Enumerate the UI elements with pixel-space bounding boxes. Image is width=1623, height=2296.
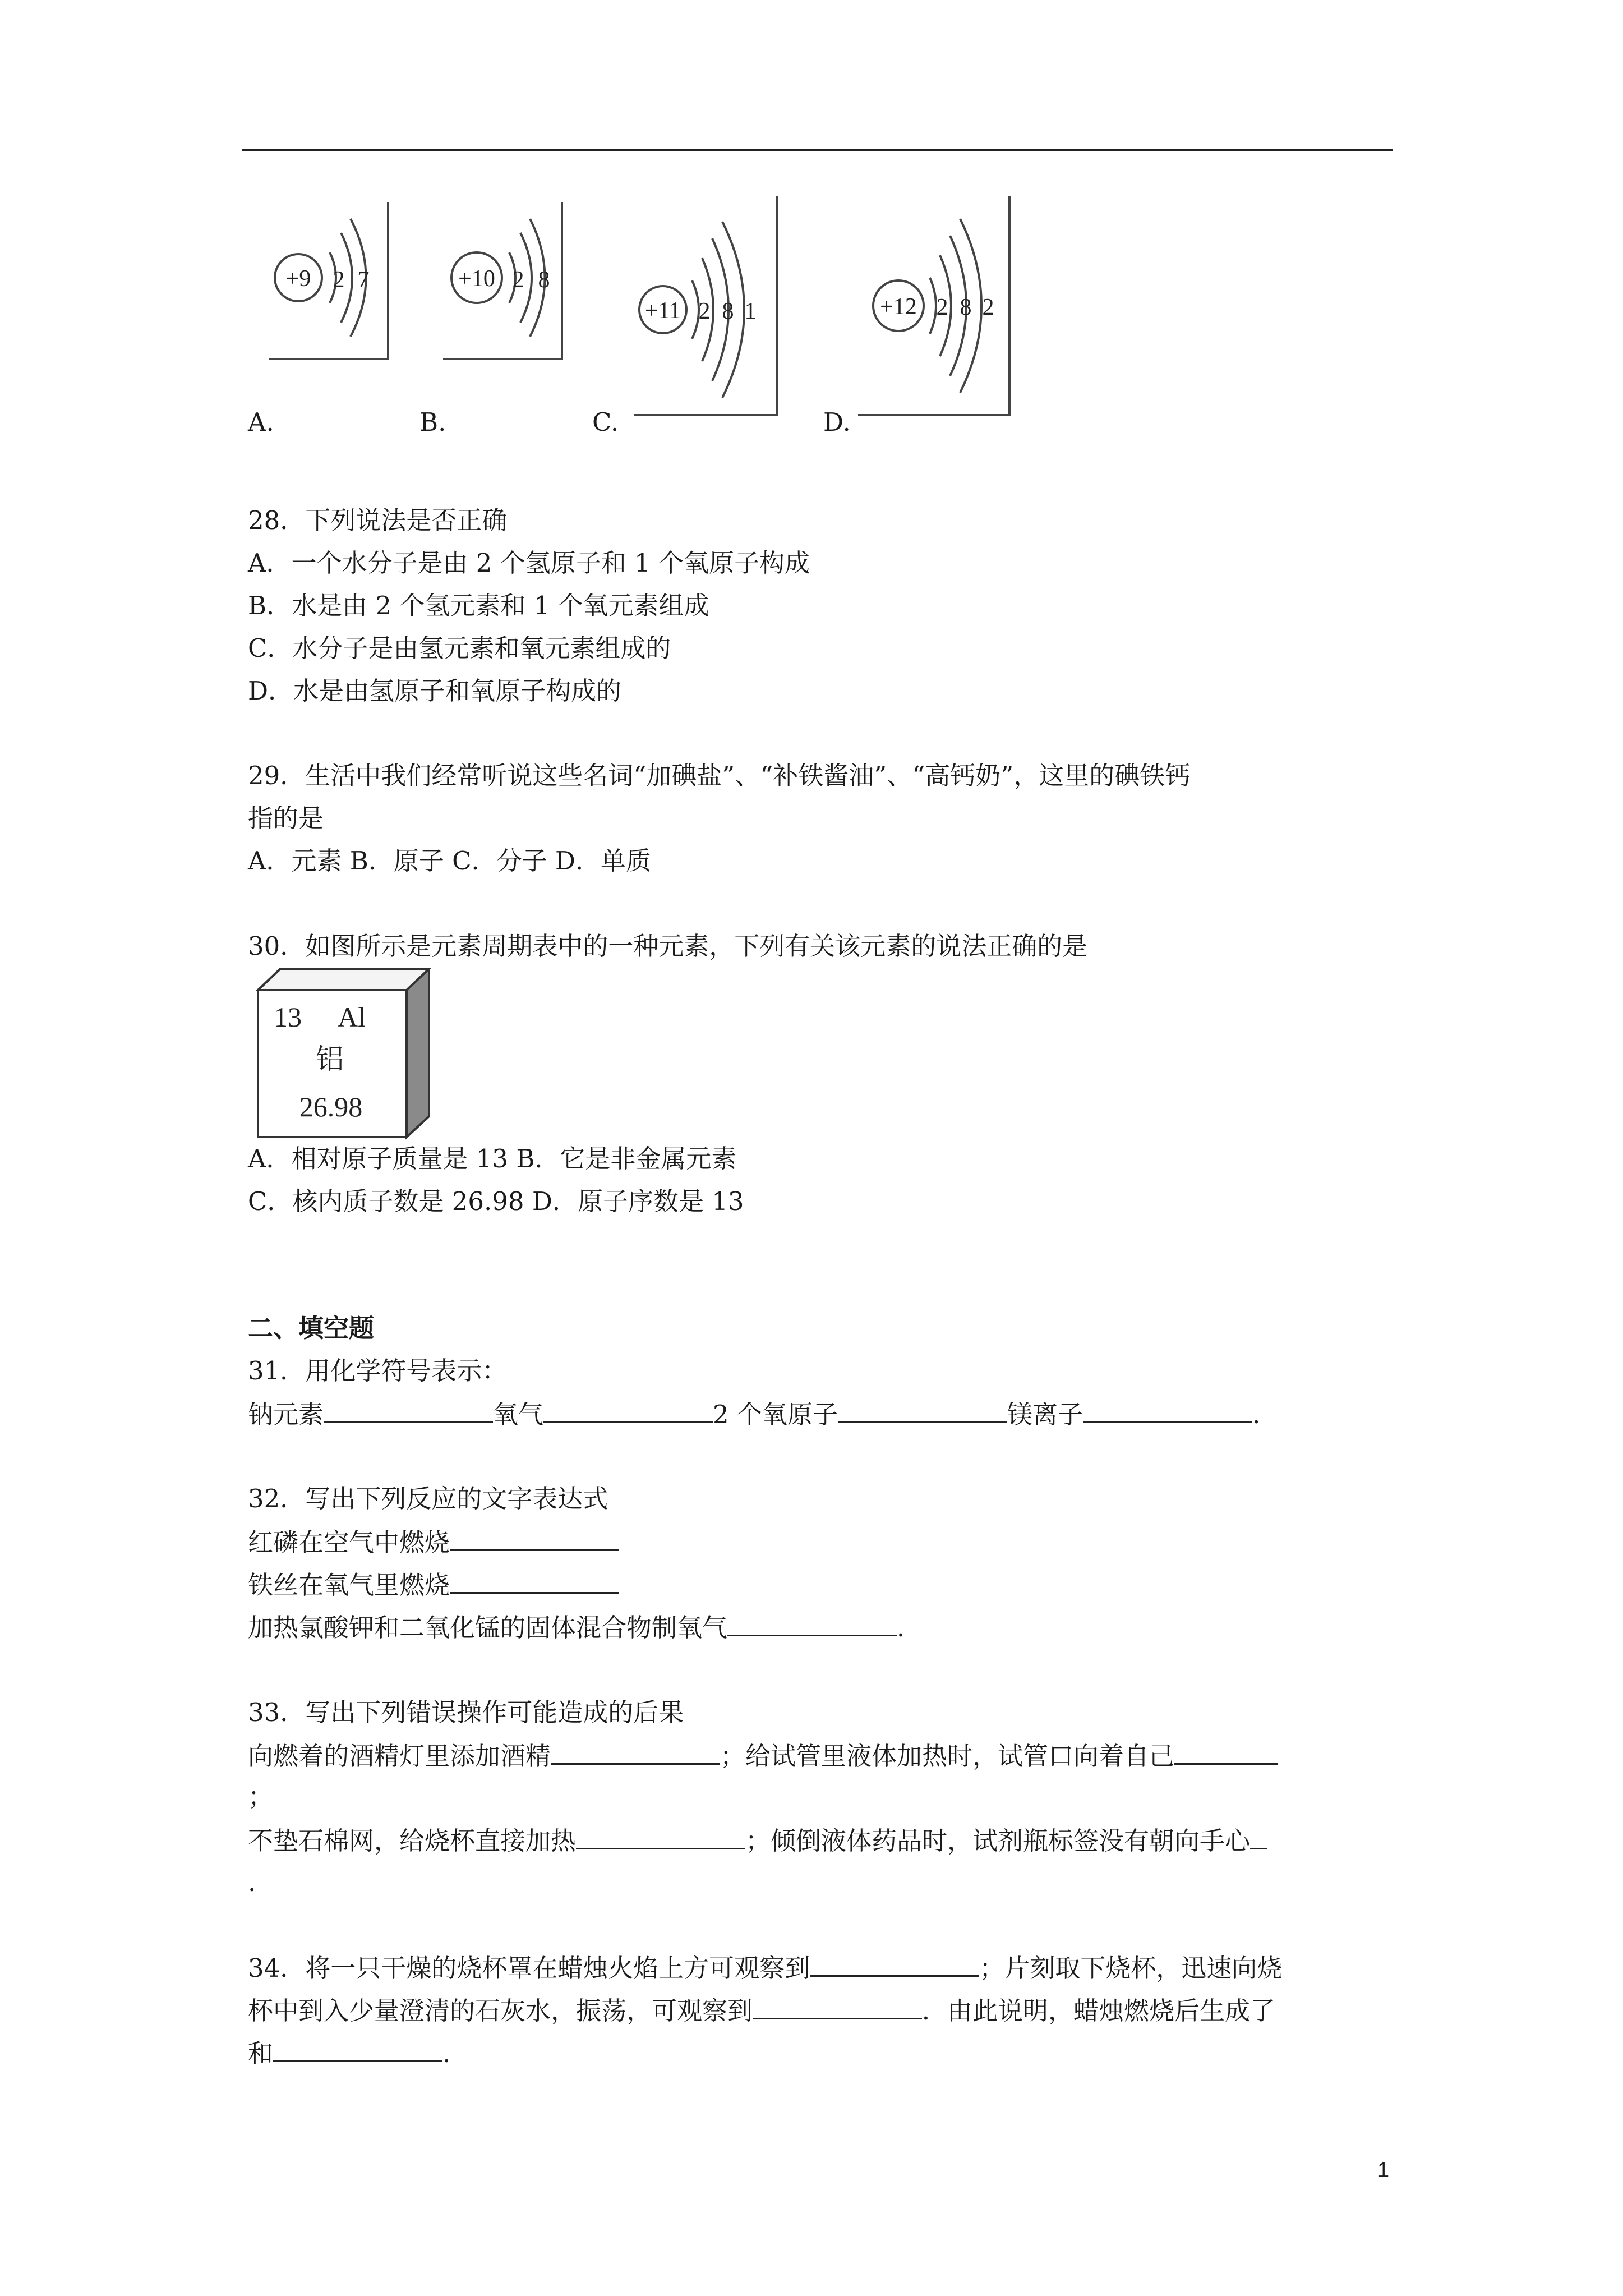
q28-option-a: A．一个水分子是由 2 个氢原子和 1 个氧原子构成 [248,548,810,578]
element-number: 13 [274,1001,302,1033]
nucleus-label: +9 [285,266,311,292]
answer-blank[interactable] [727,1610,897,1636]
shell-label: 8 [960,295,972,320]
q29-stem-line2: 指的是 [248,803,324,833]
atom-diagram-b [443,202,562,359]
answer-blank[interactable] [1250,1823,1267,1849]
q32-item-text: 红磷在空气中燃烧 [248,1527,450,1557]
element-tile [247,968,437,1147]
q34-line2 [248,1993,1275,2028]
q34-line1 [248,1950,1282,1985]
q29-options: A．元素 B．原子 C．分子 D．单质 [248,846,651,876]
answer-blank[interactable] [273,2036,442,2062]
q33-text: ；倾倒液体药品时，试剂瓶标签没有朝向手心 [745,1826,1251,1856]
q32-item [248,1525,619,1559]
element-name: 铝 [316,1043,344,1075]
nucleus-label: +10 [458,266,495,292]
q32-item [248,1610,905,1645]
q31-answer-line [248,1397,1260,1432]
option-label-a: A. [248,407,274,437]
q32-end: . [897,1613,905,1642]
q31-part: 钠元素 [248,1400,324,1429]
answer-blank[interactable] [1083,1397,1252,1423]
q32-item [248,1567,619,1602]
shell-label: 2 [698,298,711,324]
shell-label: 2 [936,295,948,320]
element-symbol: Al [338,1001,366,1033]
q31-stem: 31．用化学符号表示： [248,1356,508,1386]
atom-diagram-a [269,202,388,359]
answer-blank[interactable] [543,1397,713,1423]
q30-options-line1: A．相对原子质量是 13 B．它是非金属元素 [248,1144,737,1174]
answer-blank[interactable] [1174,1738,1278,1765]
option-label-d: D. [823,407,851,437]
option-label-b: B. [419,407,446,437]
q33-text: 向燃着的酒精灯里添加酒精 [248,1741,551,1771]
q30-stem: 30．如图所示是元素周期表中的一种元素，下列有关该元素的说法正确的是 [248,931,1088,961]
page-number: 1 [1377,2159,1390,2182]
answer-blank[interactable] [838,1397,1007,1423]
q34-text: 杯中到入少量澄清的石灰水，振荡，可观察到 [248,1996,753,2026]
header-rule [242,149,1393,151]
q34-text: ；片刻取下烧杯，迅速向烧 [979,1953,1283,1983]
answer-blank[interactable] [753,1993,922,2019]
q28-option-c: C．水分子是由氢元素和氧元素组成的 [248,633,671,663]
answer-blank[interactable] [576,1823,745,1849]
q34-text: ．由此说明，蜡烛燃烧后生成了 [922,1996,1276,2026]
q33-line2: ； [248,1782,274,1811]
shell-label: 8 [538,267,550,293]
q33-text: 不垫石棉网，给烧杯直接加热 [248,1826,577,1856]
q30-options-line2: C．核内质子数是 26.98 D．原子序数是 13 [248,1186,744,1216]
q34-text: 34．将一只干燥的烧杯罩在蜡烛火焰上方可观察到 [248,1953,810,1983]
shell-label: 2 [333,267,345,293]
q28-stem: 28．下列说法是否正确 [248,505,508,535]
q34-text: 和 [248,2039,274,2068]
q33-line3 [248,1823,1267,1858]
atom-diagram-d [858,196,1009,415]
q28-option-d: D．水是由氢原子和氧原子构成的 [248,676,622,706]
q34-line3 [248,2036,450,2070]
shell-label: 2 [982,295,994,320]
q31-part: 2 个氧原子 [713,1400,838,1429]
shell-label: 7 [357,267,370,293]
element-mass: 26.98 [299,1091,363,1122]
q31-part: 氧气 [493,1400,544,1429]
shell-label: 2 [512,267,524,293]
q32-item-text: 加热氯酸钾和二氧化锰的固体混合物制氧气 [248,1613,728,1642]
answer-blank[interactable] [450,1567,619,1594]
q33-text: ；给试管里液体加热时，试管口向着自己 [720,1741,1175,1771]
shell-label: 1 [744,298,757,324]
answer-blank[interactable] [450,1525,619,1551]
section-title: 二、填空题 [248,1313,375,1343]
nucleus-label: +12 [880,294,917,320]
q34-end: . [442,2039,451,2068]
atom-diagrams [241,185,1026,426]
q33-line4: . [248,1867,256,1897]
shell-label: 8 [722,298,734,324]
answer-blank[interactable] [810,1950,979,1977]
q32-item-text: 铁丝在氧气里燃烧 [248,1570,450,1600]
nucleus-label: +11 [644,298,681,324]
answer-blank[interactable] [551,1738,720,1765]
option-label-c: C. [592,407,619,437]
q28-option-b: B．水是由 2 个氢元素和 1 个氧元素组成 [248,591,709,620]
q31-part: 镁离子 [1007,1400,1083,1429]
atom-diagram-c [634,196,777,415]
q33-line1 [248,1738,1278,1773]
q29-stem-line1: 29．生活中我们经常听说这些名词“加碘盐”、“补铁酱油”、“高钙奶”，这里的碘铁钙 [248,761,1191,790]
q32-stem: 32．写出下列反应的文字表达式 [248,1484,608,1513]
q33-stem: 33．写出下列错误操作可能造成的后果 [248,1697,684,1727]
answer-blank[interactable] [324,1397,493,1423]
q31-end: . [1252,1400,1261,1429]
